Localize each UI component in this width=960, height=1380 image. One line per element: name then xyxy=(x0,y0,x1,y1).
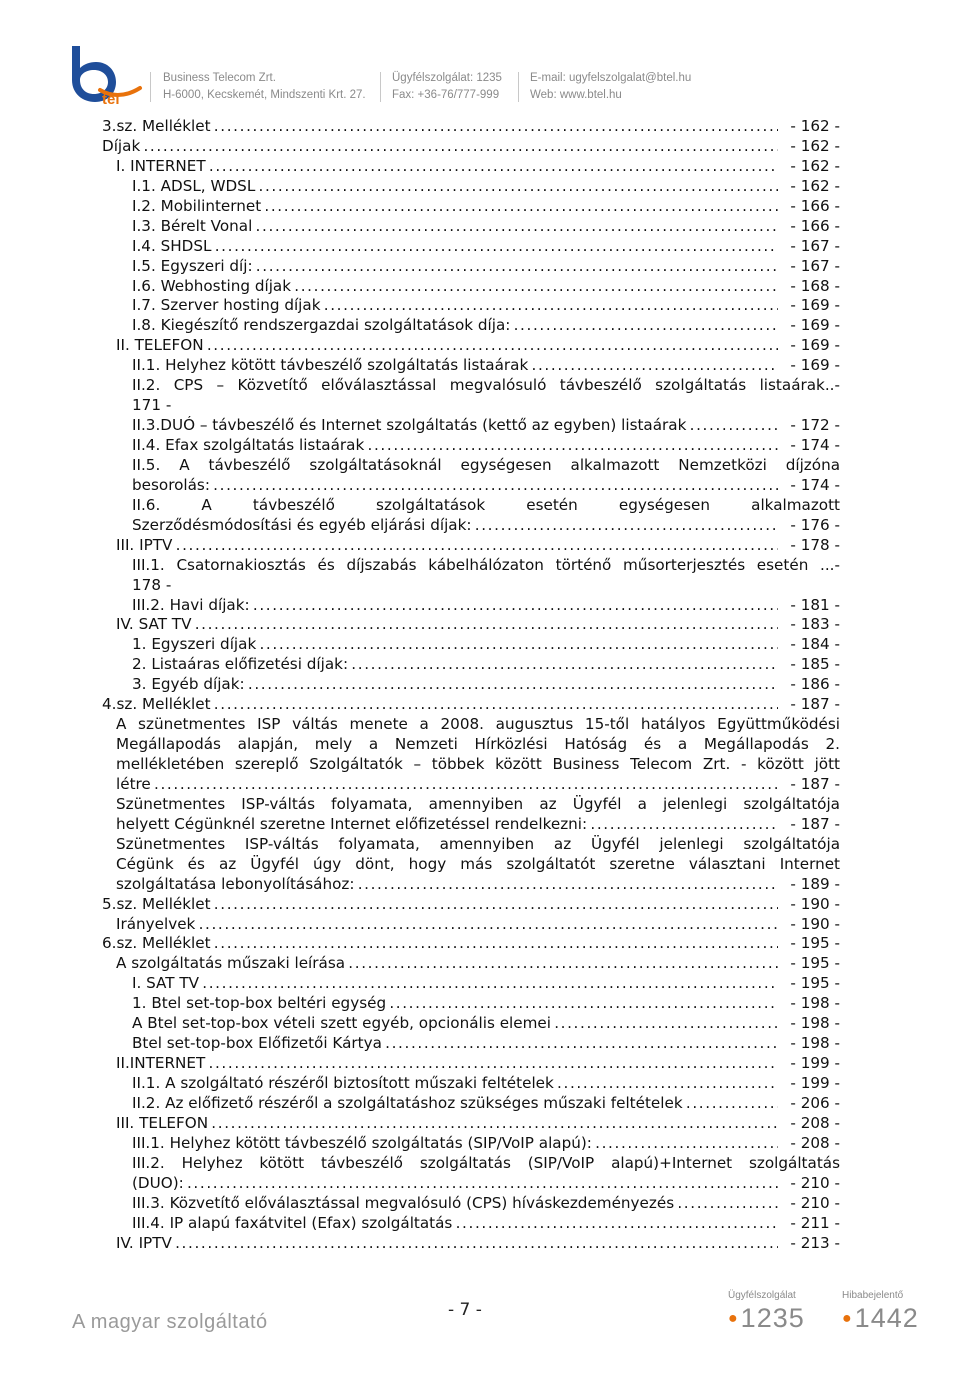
toc-entry-title: Díjak . . . xyxy=(102,137,778,157)
toc-entry-title: III.2. Havi díjak: . . . xyxy=(102,596,778,616)
header-company-block xyxy=(163,70,366,104)
toc-entry-page: - 198 - xyxy=(790,994,840,1013)
toc-entry[interactable] xyxy=(102,1054,840,1074)
toc-entry-page: - 176 - xyxy=(790,515,840,534)
toc-entry-page: - 208 - xyxy=(790,1133,840,1152)
toc-entry[interactable] xyxy=(102,615,840,635)
toc-text-line: mellékletében szereplő Szolgáltatók – többek között Business Telecom Zrt. - között jött xyxy=(116,755,840,773)
toc-entry-page: - 186 - xyxy=(790,675,840,694)
toc-entry-title: III. TELEFON . . . xyxy=(102,1114,778,1134)
toc-entry-page: - 187 - xyxy=(790,774,840,793)
toc-entry-title: II.1. Helyhez kötött távbeszélő szolgáltatás listaárak . . . xyxy=(102,356,778,376)
toc-entry-title: I.3. Bérelt Vonal . . . xyxy=(102,217,778,237)
toc-entry-page: - 162 - xyxy=(790,136,840,155)
toc-entry[interactable] xyxy=(102,815,840,835)
report-hotline-number: 1442 xyxy=(854,1303,919,1333)
toc-entry-title: A szolgáltatás műszaki leírása . . . xyxy=(102,954,778,974)
toc-entry-page: - 210 - xyxy=(790,1173,840,1192)
toc-entry[interactable] xyxy=(102,536,840,556)
toc-entry[interactable] xyxy=(102,177,840,197)
phone-dot-icon: ● xyxy=(842,1310,853,1327)
toc-entry[interactable] xyxy=(102,197,840,217)
toc-entry-title: szolgáltatása lebonyolításához: . . . xyxy=(102,875,778,895)
table-of-contents xyxy=(102,117,840,1253)
service-phone: Ügyfélszolgálat: 1235 xyxy=(392,72,502,84)
company-name: Business Telecom Zrt. xyxy=(163,72,276,84)
service-hotline-label: Ügyfélszolgálat xyxy=(728,1290,796,1301)
toc-entry-title: II.2. Az előfizető részéről a szolgáltatáshoz szükséges műszaki feltételek . . . xyxy=(102,1094,778,1114)
toc-entry[interactable] xyxy=(102,934,840,954)
toc-entry-title: 1. Egyszeri díjak . . . xyxy=(102,635,778,655)
toc-entry-title: II.INTERNET . . . xyxy=(102,1054,778,1074)
toc-text-line: III.1. Csatornakiosztás és díjszabás kábelhálózaton történő műsorterjesztés esetén ...- xyxy=(132,555,840,574)
toc-entry-page: - 195 - xyxy=(790,954,840,973)
toc-entry-page: - 168 - xyxy=(790,276,840,295)
service-hotline xyxy=(728,1290,805,1334)
toc-entry-title: II.1. A szolgáltató részéről biztosított műszaki feltételek . . . xyxy=(102,1074,778,1094)
toc-text-line: II.6. A távbeszélő szolgáltatások esetén egységesen alkalmazott xyxy=(132,495,840,514)
toc-entry-title: II.3.DUÓ – távbeszélő és Internet szolgáltatás (kettő az egyben) listaárak . . . xyxy=(102,416,778,436)
toc-entry-title: besorolás: . . . xyxy=(102,476,778,496)
toc-text-line: II.5. A távbeszélő szolgáltatásoknál egységesen alkalmazott Nemzetközi díjzóna xyxy=(132,455,840,474)
toc-entry-page: - 174 - xyxy=(790,475,840,494)
toc-entry-title: IV. IPTV . . . xyxy=(102,1234,778,1254)
toc-text-line: III.2. Helyhez kötött távbeszélő szolgáltatás (SIP/VoIP alapú)+Internet szolgáltatás xyxy=(132,1153,840,1172)
toc-entry-title: III.1. Helyhez kötött távbeszélő szolgáltatás (SIP/VoIP alapú): . . . xyxy=(102,1134,778,1154)
header-divider xyxy=(380,72,381,102)
toc-entry-page: - 178 - xyxy=(790,535,840,554)
toc-entry[interactable] xyxy=(102,516,840,536)
toc-entry[interactable] xyxy=(102,875,840,895)
toc-entry[interactable] xyxy=(102,117,840,137)
toc-text-line: Cégünk és az Ügyfél úgy dönt, hogy más szolgáltatót szeretne választani Internet xyxy=(116,854,840,873)
toc-entry-page: - 167 - xyxy=(790,256,840,275)
toc-entry-page: - 169 - xyxy=(790,336,840,355)
toc-entry-title: IV. SAT TV . . . xyxy=(102,615,778,635)
toc-entry[interactable] xyxy=(102,336,840,356)
toc-entry-title: III.3. Közvetítő előválasztással megvalósuló (CPS) híváskezdeményezés . . . xyxy=(102,1194,778,1214)
toc-entry[interactable] xyxy=(102,237,840,257)
toc-entry[interactable] xyxy=(102,954,840,974)
toc-entry[interactable] xyxy=(102,596,840,616)
toc-entry[interactable] xyxy=(102,895,840,915)
toc-entry-title: III.4. IP alapú faxátvitel (Efax) szolgáltatás . . . xyxy=(102,1214,778,1234)
toc-entry[interactable] xyxy=(102,1234,840,1254)
toc-entry-title: II.4. Efax szolgáltatás listaárak . . . xyxy=(102,436,778,456)
header-web-block xyxy=(530,70,691,104)
toc-entry-page: - 162 - xyxy=(790,117,840,135)
toc-entry-page: - 187 - xyxy=(790,814,840,833)
toc-entry[interactable] xyxy=(102,1034,840,1054)
toc-entry-page: - 169 - xyxy=(790,296,840,315)
company-address: H-6000, Kecskemét, Mindszenti Krt. 27. xyxy=(163,89,366,101)
toc-entry-page: - 199 - xyxy=(790,1054,840,1073)
toc-entry-page: - 174 - xyxy=(790,436,840,454)
toc-entry[interactable] xyxy=(102,1094,840,1114)
toc-entry-page: - 210 - xyxy=(790,1193,840,1212)
report-hotline xyxy=(842,1290,919,1334)
toc-entry[interactable] xyxy=(102,775,840,795)
toc-entry-title: 1. Btel set-top-box beltéri egység . . . xyxy=(102,994,778,1014)
phone-dot-icon: ● xyxy=(728,1310,739,1327)
service-hotline-number: 1235 xyxy=(740,1303,805,1333)
toc-entry-title: I. INTERNET . . . xyxy=(102,157,778,177)
toc-entry[interactable] xyxy=(102,695,840,715)
toc-entry-title: 6.sz. Melléklet . . . xyxy=(102,934,778,954)
toc-entry-page: - 195 - xyxy=(790,974,840,993)
toc-entry-page: - 185 - xyxy=(790,655,840,674)
toc-text-line: Megállapodás alapján, mely a Nemzeti Hírközlési Hatóság és a Megállapodás 2. xyxy=(116,735,840,754)
toc-entry[interactable] xyxy=(102,257,840,277)
toc-entry-page: - 181 - xyxy=(790,595,840,614)
toc-entry-page: - 167 - xyxy=(790,236,840,255)
toc-entry[interactable] xyxy=(102,157,840,177)
toc-entry-title: III. IPTV . . . xyxy=(102,536,778,556)
toc-entry-page: - 169 - xyxy=(790,356,840,375)
toc-entry[interactable] xyxy=(102,675,840,695)
toc-entry-page: - 190 - xyxy=(790,914,840,933)
toc-text-line: II.2. CPS – Közvetítő előválasztással megvalósuló távbeszélő szolgáltatás listaárak..- xyxy=(132,376,840,395)
toc-entry-page: - 190 - xyxy=(790,894,840,913)
toc-entry-page: - 187 - xyxy=(790,695,840,714)
toc-entry[interactable] xyxy=(102,1134,840,1154)
toc-entry-page: - 169 - xyxy=(790,316,840,335)
toc-entry-page: - 162 - xyxy=(790,156,840,175)
toc-entry-page: - 199 - xyxy=(790,1074,840,1092)
header-divider xyxy=(518,72,519,102)
toc-entry-page: - 195 - xyxy=(790,934,840,953)
toc-entry[interactable] xyxy=(102,416,840,436)
toc-entry-title: A Btel set-top-box vételi szett egyéb, opcionális elemei . . . xyxy=(102,1014,778,1034)
toc-entry-title: (DUO): . . . xyxy=(102,1174,778,1194)
toc-entry[interactable] xyxy=(102,655,840,675)
toc-entry[interactable] xyxy=(102,1194,840,1214)
toc-entry[interactable] xyxy=(102,137,840,157)
toc-entry-title: 4.sz. Melléklet . . . xyxy=(102,695,778,715)
toc-entry-title: 2. Listaáras előfizetési díjak: . . . xyxy=(102,655,778,675)
toc-entry[interactable] xyxy=(102,476,840,496)
toc-entry-page: - 211 - xyxy=(790,1213,840,1232)
header-contact-block xyxy=(392,70,502,104)
page-header xyxy=(0,0,960,110)
svg-text:tel: tel xyxy=(102,91,120,106)
toc-entry-title: II. TELEFON . . . xyxy=(102,336,778,356)
toc-entry[interactable] xyxy=(102,277,840,297)
toc-entry[interactable] xyxy=(102,436,840,456)
toc-entry-title: I.7. Szerver hosting díjak . . . xyxy=(102,296,778,316)
toc-entry-page: - 166 - xyxy=(790,216,840,235)
toc-entry[interactable] xyxy=(102,974,840,994)
toc-entry-title: 3.sz. Melléklet . . . xyxy=(102,117,778,137)
toc-entry-title: Btel set-top-box Előfizetői Kártya . . . xyxy=(102,1034,778,1054)
toc-entry[interactable] xyxy=(102,1074,840,1094)
page-number: - 7 - xyxy=(448,1300,482,1320)
header-divider xyxy=(150,72,151,102)
footer-slogan: A magyar szolgáltató xyxy=(72,1311,268,1333)
btel-logo xyxy=(66,44,146,106)
toc-entry-title: I.5. Egyszeri díj: . . . xyxy=(102,257,778,277)
toc-entry-title: I.8. Kiegészítő rendszergazdai szolgáltatások díja: . . . xyxy=(102,316,778,336)
toc-entry[interactable] xyxy=(102,1214,840,1234)
toc-text-line: Szünetmentes ISP-váltás folyamata, amennyiben az Ügyfél a jelenlegi szolgáltatója xyxy=(116,794,840,813)
toc-entry-title: Irányelvek . . . xyxy=(102,915,778,935)
toc-entry-page: - 172 - xyxy=(790,416,840,435)
toc-entry[interactable] xyxy=(102,635,840,655)
toc-entry[interactable] xyxy=(102,915,840,935)
toc-entry-title: Szerződésmódosítási és egyéb eljárási díjak: . . . xyxy=(102,516,778,536)
toc-entry[interactable] xyxy=(102,296,840,316)
toc-text-line: A szünetmentes ISP váltás menete a 2008. augusztus 15-től hatályos Együttműködési xyxy=(116,715,840,734)
toc-entry-title: 5.sz. Melléklet . . . xyxy=(102,895,778,915)
toc-entry[interactable] xyxy=(102,1014,840,1034)
toc-entry-page: - 189 - xyxy=(790,874,840,893)
toc-entry-page: - 198 - xyxy=(790,1034,840,1053)
toc-entry[interactable] xyxy=(102,356,840,376)
fax-number: Fax: +36-76/777-999 xyxy=(392,89,500,101)
toc-text-line: Szünetmentes ISP-váltás folyamata, amennyiben az Ügyfél jelenlegi szolgáltatója xyxy=(116,834,840,853)
toc-entry-title: helyett Cégünknél szeretne Internet előfizetéssel rendelkezni: . . . xyxy=(102,815,778,835)
toc-entry-page: - 166 - xyxy=(790,196,840,215)
toc-text-line: 178 - xyxy=(132,575,172,594)
toc-entry-page: - 183 - xyxy=(790,615,840,634)
toc-entry-page: - 162 - xyxy=(790,176,840,195)
toc-entry-title: I.6. Webhosting díjak . . . xyxy=(102,277,778,297)
toc-entry[interactable] xyxy=(102,994,840,1014)
toc-entry-title: 3. Egyéb díjak: . . . xyxy=(102,675,778,695)
toc-entry-page: - 213 - xyxy=(790,1233,840,1252)
toc-text-line: 171 - xyxy=(132,396,172,415)
toc-entry-title: I.2. Mobilinternet . . . xyxy=(102,197,778,217)
toc-entry-title: I. SAT TV . . . xyxy=(102,974,778,994)
email-link[interactable]: E-mail: ugyfelszolgalat@btel.hu xyxy=(530,72,692,84)
toc-entry-page: - 198 - xyxy=(790,1014,840,1033)
toc-entry-title: I.4. SHDSL . . . xyxy=(102,237,778,257)
toc-entry[interactable] xyxy=(102,217,840,237)
toc-entry-page: - 206 - xyxy=(790,1093,840,1112)
toc-entry-page: - 208 - xyxy=(790,1113,840,1132)
toc-entry[interactable] xyxy=(102,1114,840,1134)
toc-entry-title: I.1. ADSL, WDSL . . . xyxy=(102,177,778,197)
toc-entry-title: létre . . . xyxy=(102,775,778,795)
toc-entry-page: - 184 - xyxy=(790,635,840,654)
toc-entry[interactable] xyxy=(102,1174,840,1194)
report-hotline-label: Hibabejelentő xyxy=(842,1290,904,1301)
web-link[interactable]: Web: www.btel.hu xyxy=(530,89,622,101)
toc-entry[interactable] xyxy=(102,316,840,336)
